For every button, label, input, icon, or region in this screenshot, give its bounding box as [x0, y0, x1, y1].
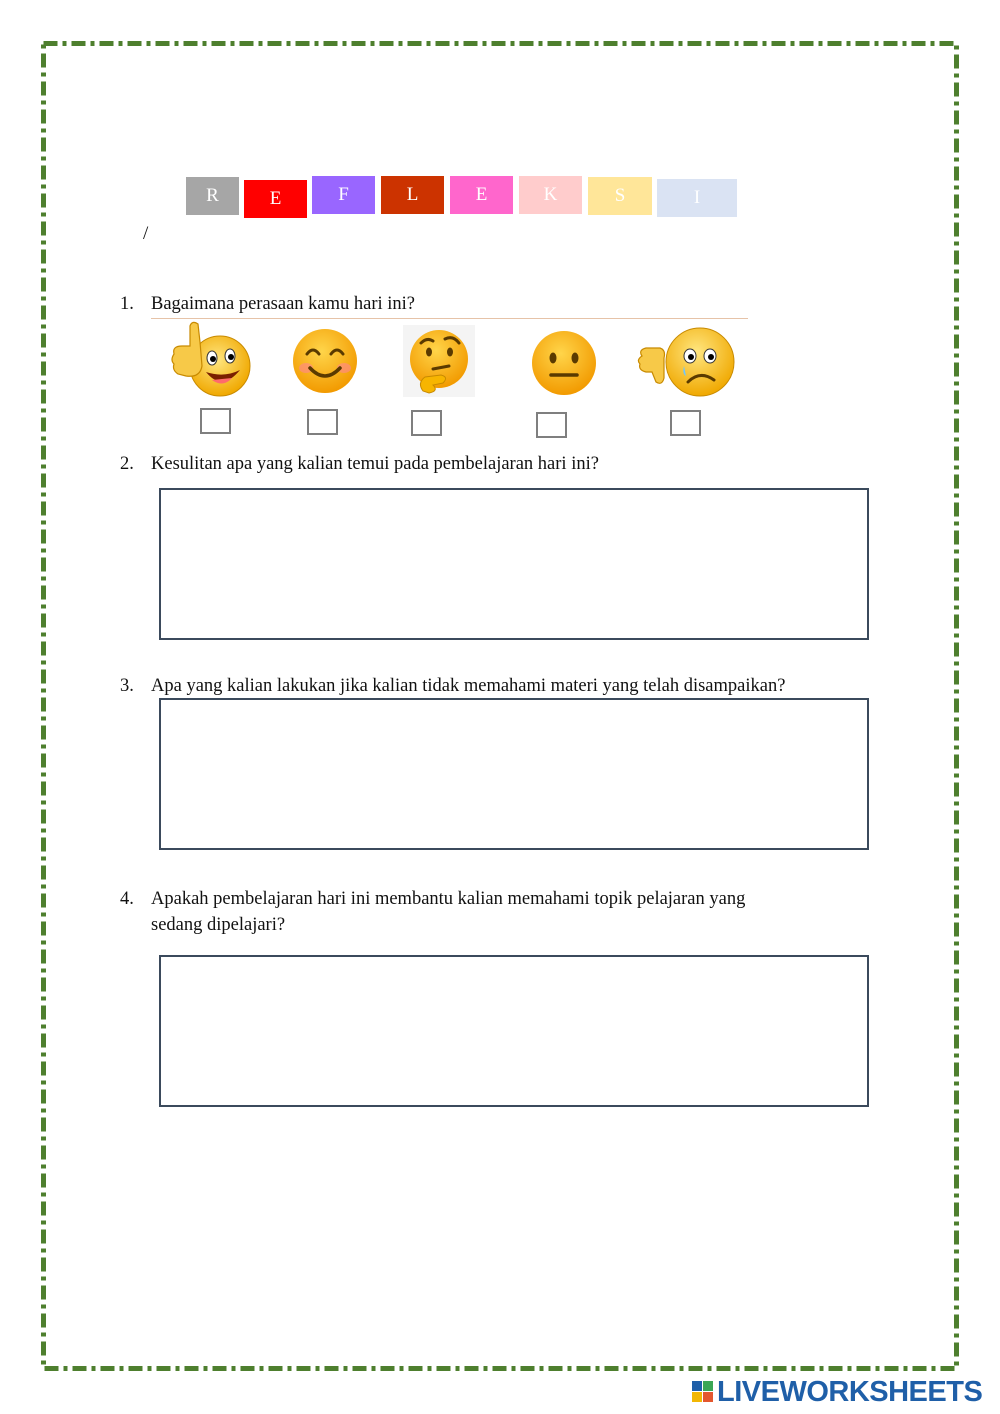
answer-box-2[interactable]	[159, 488, 869, 640]
question-2	[120, 451, 870, 477]
title-letter-i: I	[657, 179, 737, 217]
question-3	[120, 673, 900, 699]
title-letter-e2: E	[450, 176, 513, 214]
answer-box-3[interactable]	[159, 698, 869, 850]
feeling-checkbox-3[interactable]	[411, 410, 442, 436]
title-letter-s: S	[588, 177, 652, 215]
question-4	[120, 886, 900, 938]
question-text: Bagaimana perasaan kamu hari ini?	[151, 294, 416, 314]
thinking-face-icon	[403, 325, 475, 397]
question-number: 4.	[120, 889, 134, 909]
question-1	[120, 291, 820, 317]
feeling-checkbox-4[interactable]	[536, 412, 567, 438]
thumbs-down-sad-icon	[636, 326, 738, 400]
title-letter-r: R	[186, 177, 239, 215]
question-number: 3.	[120, 676, 134, 696]
thumbs-up-grin-icon	[168, 318, 254, 400]
brand-name: LIVEWORKSHEETS	[717, 1375, 983, 1408]
liveworksheets-watermark	[692, 1376, 982, 1408]
neutral-face-icon	[531, 330, 597, 396]
smiling-face-icon	[292, 328, 358, 394]
liveworksheets-logo-icon	[692, 1381, 714, 1403]
stray-mark: /	[143, 223, 149, 244]
question-number: 1.	[120, 294, 134, 314]
question-text: Apa yang kalian lakukan jika kalian tidak memahami materi yang telah disampaikan?	[151, 676, 786, 696]
title-letter-l: L	[381, 176, 444, 214]
feeling-checkbox-2[interactable]	[307, 409, 338, 435]
question-text-line2: sedang dipelajari?	[151, 915, 286, 935]
question-text: Apakah pembelajaran hari ini membantu kalian memahami topik pelajaran yang	[151, 889, 746, 909]
feeling-checkbox-1[interactable]	[200, 408, 231, 434]
question-number: 2.	[120, 454, 134, 474]
title-letter-e: E	[244, 180, 307, 218]
feeling-checkbox-5[interactable]	[670, 410, 701, 436]
title-letter-k: K	[519, 176, 582, 214]
title-letter-f: F	[312, 176, 375, 214]
question-text: Kesulitan apa yang kalian temui pada pembelajaran hari ini?	[151, 454, 599, 474]
answer-box-4[interactable]	[159, 955, 869, 1107]
